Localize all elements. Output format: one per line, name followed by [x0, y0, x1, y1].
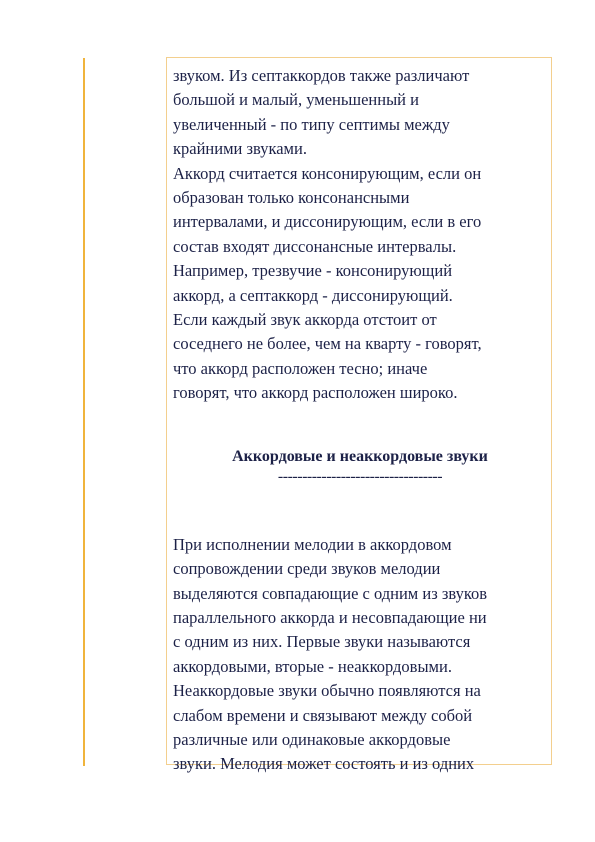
page-margin-rule — [83, 58, 85, 766]
paragraph-chord-tones: При исполнении мелодии в аккордовом сопровождении среди звуков мелодии выделяются совпадающие с одним из звуков параллельного аккорда и несовпадающие ни с одним из них. Первые звуки называются аккордовыми, вторые - неаккордовыми. Неаккордовые звуки обычно появляются на слабом времени и связывают между собой различные или одинаковые аккордовые звуки. Мелодия может состоять и из одних — [173, 534, 488, 774]
heading-underline: ---------------------------------- — [277, 467, 443, 485]
paragraph-chord-types: звуком. Из септаккордов также различают большой и малый, уменьшенный и увеличенный - по типу септимы между крайними звуками. Аккорд считается консонирующим, если он образован только консонансными интервалами, и диссонирующим, если в его состав входят диссонансные интервалы. Например, трезвучие - консонирующий аккорд, а септаккорд - диссонирующий. Если каждый звук аккорда отстоит от соседнего не более, чем на кварту - говорят, что аккорд расположен тесно; иначе говорят, что аккорд расположен широко. — [173, 66, 482, 403]
text-frame — [166, 57, 552, 774]
section-heading: Аккордовые и неаккордовые звуки — [232, 447, 488, 465]
